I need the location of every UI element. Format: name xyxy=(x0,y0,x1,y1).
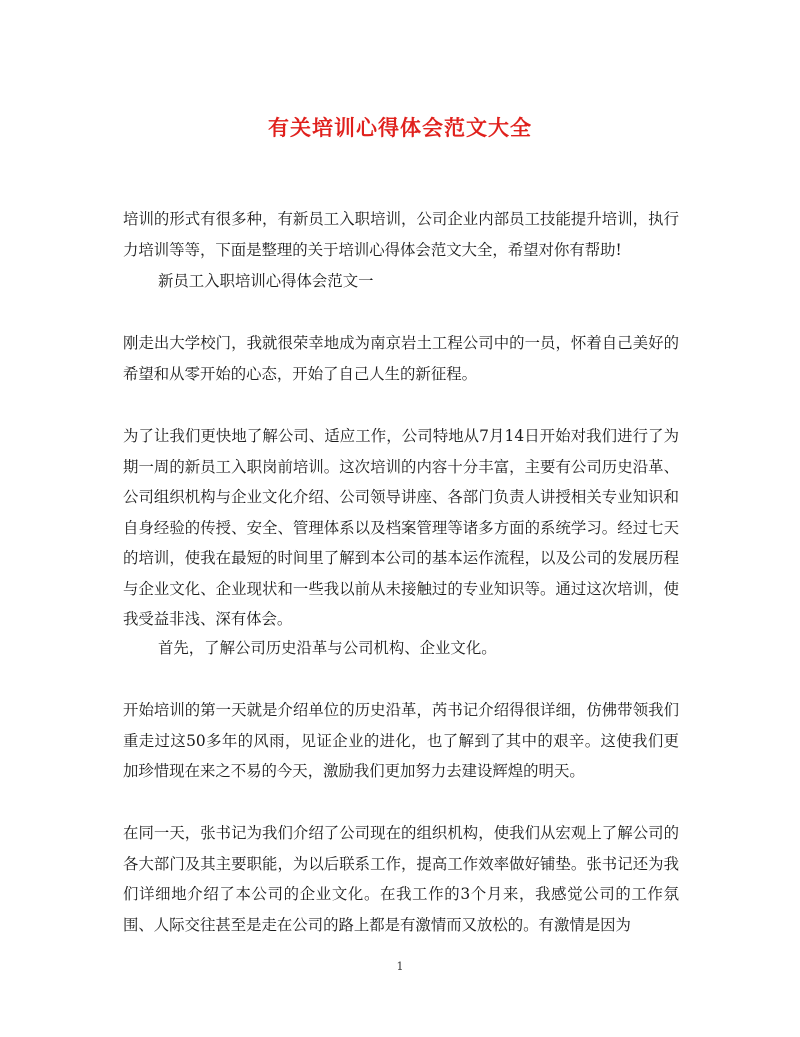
section-heading: 新员工入职培训心得体会范文一 xyxy=(158,272,374,290)
body-paragraph-2: 为了让我们更快地了解公司、适应工作，公司特地从7月14日开始对我们进行了为期一周的新员工入职岗前培训。这次培训的内容十分丰富，主要有公司历史沿革、公司组织机构与企业文化介绍、公司领导讲座、各部门负责人讲授相关专业知识和自身经验的传授、安全、管理体系以及档案管理等诸多方面的系统学习。经过七天的培训，使我在最短的时间里了解到本公司的基本运作流程，以及公司的发展历程与企业文化、企业现状和一些我以前从未接触过的专业知识等。通过这次培训，使我受益非浅、深有体会。 xyxy=(123,427,679,628)
page-number: 1 xyxy=(396,960,404,973)
intro-paragraph: 培训的形式有很多种，有新员工入职培训，公司企业内部员工技能提升培训，执行力培训等等，下面是整理的关于培训心得体会范文大全，希望对你有帮助! xyxy=(123,210,679,259)
document-title: 有关培训心得体会范文大全 xyxy=(268,115,532,140)
body-paragraph-1: 刚走出大学校门，我就很荣幸地成为南京岩土工程公司中的一员，怀着自己美好的希望和从零开始的心态，开始了自己人生的新征程。 xyxy=(123,334,679,383)
body-paragraph-4: 在同一天，张书记为我们介绍了公司现在的组织机构，使我们从宏观上了解公司的各大部门及其主要职能，为以后联系工作，提高工作效率做好铺垫。张书记还为我们详细地介绍了本公司的企业文化。在我工作的3个月来，我感觉公司的工作氛围、人际交往甚至是走在公司的路上都是有激情而又放松的。有激情是因为 xyxy=(123,824,679,934)
body-paragraph-3: 开始培训的第一天就是介绍单位的历史沿革，芮书记介绍得很详细，仿佛带领我们重走过这50多年的风雨，见证企业的进化，也了解到了其中的艰辛。这使我们更加珍惜现在来之不易的今天，激励我们更加努力去建设辉煌的明天。 xyxy=(123,701,679,780)
subheading-first: 首先，了解公司历史沿革与公司机构、企业文化。 xyxy=(158,639,497,657)
